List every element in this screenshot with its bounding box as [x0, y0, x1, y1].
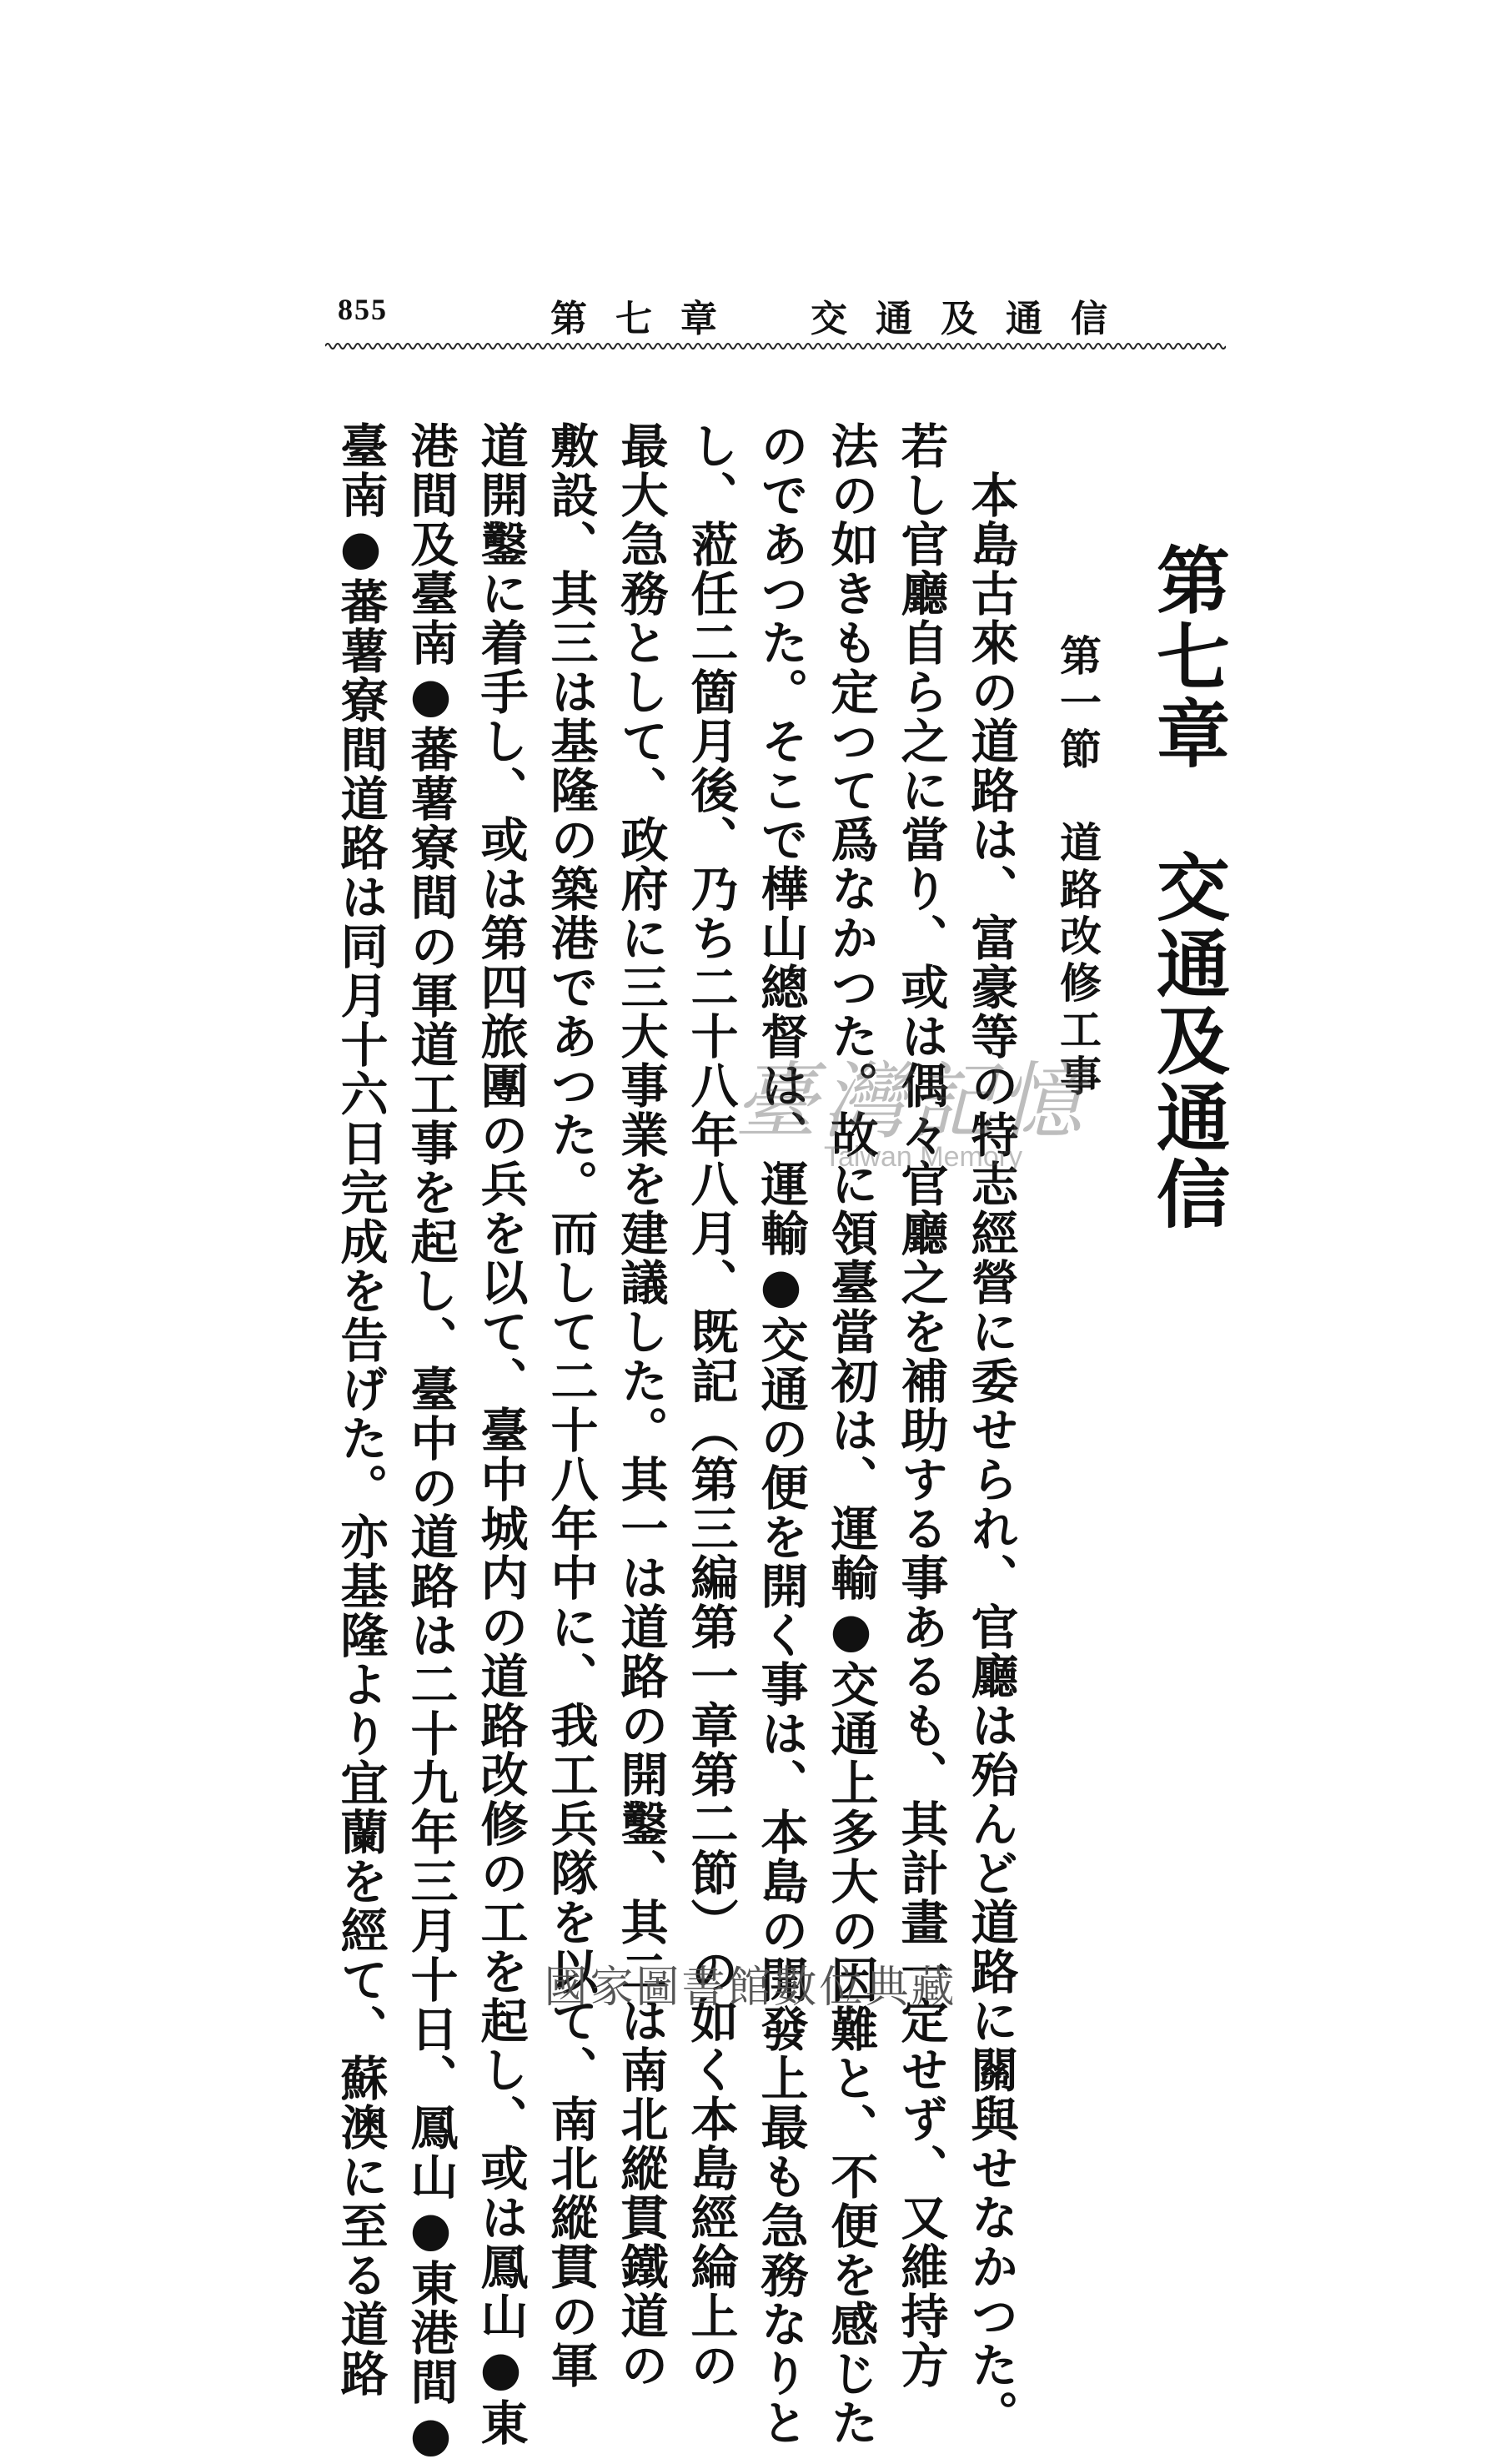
watermark: [734, 1034, 1087, 1173]
body-line: のであつた。そこで樺山總督は、運輸●交通の便を開く事は、本島の開發上最も急務なりと: [753, 421, 809, 2447]
watermark-subtitle: Taiwan Memory: [824, 1141, 1023, 1173]
body-line: 若し官廳自ら之に當り、或は偶々官廳之を補助する事あるも、其計畫一定せず、又維持方: [893, 421, 949, 2390]
body-line: 最大急務として、政府に三大事業を建議した。其一は道路の開鑿、其二は南北縱貫鐵道の: [613, 421, 669, 2390]
chapter-title: 第七章 交通及通信: [1145, 542, 1232, 1233]
watermark-logo: 臺灣記憶: [734, 1053, 1087, 1150]
body-line: 港間及臺南●蕃薯寮間の軍道工事を起し、臺中の道路は二十九年三月十日、鳳山●東港間●: [403, 421, 459, 2464]
running-head: 第七章 交通及通信: [550, 298, 1136, 340]
footer-credit: 國家圖書館數位典藏: [544, 1963, 957, 2013]
body-line: 敷設、其三は基隆の築港であつた。而して二十八年中に、我工兵隊を以て、南北縱貫の軍: [543, 421, 599, 2390]
body-line: 臺南●蕃薯寮間道路は同月十六日完成を告げた。亦基隆より宜蘭を經て、蘇澳に至る道路: [333, 421, 389, 2398]
wavy-rule: [325, 338, 1226, 355]
body-line: 道開鑿に着手し、或は第四旅團の兵を以て、臺中城内の道路改修の工を起し、或は鳳山●東: [473, 421, 529, 2447]
body-line: 法の如きも定つて爲なかつた。故に領臺當初は、運輸●交通上多大の因難と、不便を感じた: [823, 421, 879, 2447]
page-number: 855: [338, 293, 388, 326]
section-title: 第一節 道路改修工事: [1053, 634, 1102, 1101]
body-line: 本島古來の道路は、富豪等の特志經營に委せられ、官廳は殆んど道路に關與せなかつた。: [963, 421, 1019, 2439]
body-line: し、蒞任二箇月後、乃ち二十八年八月、既記（第三編第一章第二節）の如く本島經綸上の: [683, 421, 739, 2390]
